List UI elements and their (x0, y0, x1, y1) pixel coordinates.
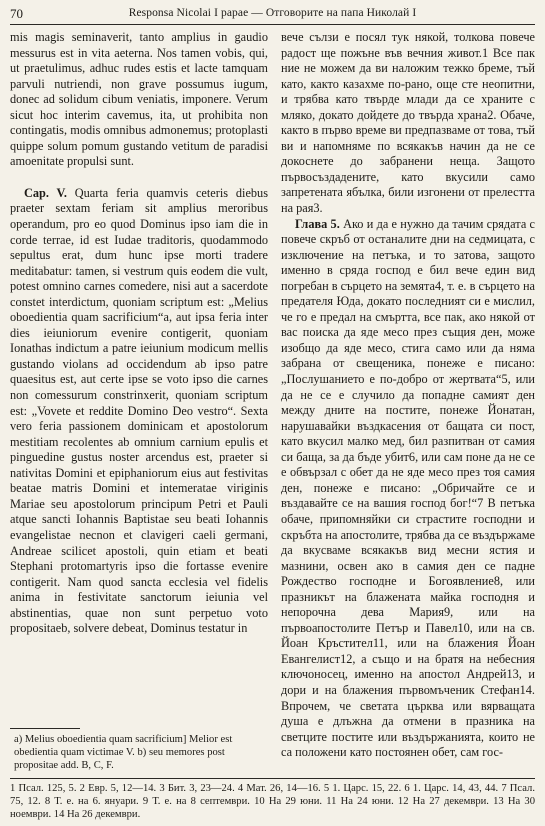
bulgarian-paragraph: вече сълзи е посял тук някой, толкова повече радост ще пожъне във вечния живот.1 Все пак ние не можем да ви наложим тежко бреме, тъй като, както казахме по-рано, още сте неопитни, и трябва като твърде млади да се храните с мляко, докато дойдете до твърда храна2. Обаче, както в първо време ви предпазваме от това, тъй ви и напомняме по всякакъв начин да не се докоснете до забранени неща. Защото първосъздадените, като вкусили само запретената ябълка, били изгонени от прелестта на рая3. (281, 30, 535, 216)
bulgarian-chapter-paragraph (281, 217, 535, 761)
critical-apparatus (14, 734, 268, 772)
bulgarian-column (281, 30, 535, 761)
page-number: 70 (10, 6, 23, 21)
apparatus-note: a) Melius oboedientia quam sacrificium] Melior est obedientia quam victimae V. b) seu memores post propositae add. B, C, F. (14, 734, 233, 771)
apparatus-divider (10, 728, 80, 729)
bulgarian-chapter-text: Ако и да е нужно да тачим срядата с повече скръб от останалите дни на седмицата, с изключение на петъка, и то затова, защото именно в сряда господ е бил вече един вид погребан в сърцето на земята4, т. е. в сърцето на предателя Юда, докато последният си е мислил, че го е предал на смъртта, все пак, ако някой от вас поиска да яде месо през същия ден, може изобщо да яде месо, стига само или да няма забрана от свещеника, понеже е писано: „Послушанието е по-добро от жертвата“5, или да не се е случило да попадне самият ден между дните на постите, понеже Йонатан, нарушавайки въздкасения от бащата си пост, като вкусил малко мед, бил разпитван от самия си баща, за да бъде убит6, или сам поне да не се е обвързал с обет да не яде месо през тоя самия ден, понеже е писано: „Обричайте се и въздавайте се на вашия господ бог!“7 В петъка обаче, припомняйки си страстите господни и скръбта на апостолите, трябва да се въздържаме да вкусваме всякакъв вид месни ястия и мазнини, освен ако в самия ден се падне Рождество господне и Богоявление8, или празникът на блажената майка господня и непорочна дева Мария9, или на първоапостолите Петър и Павел10, или на св. Йоан Кръстител11, или на блажения Йоан Евангелист12, а също и на братя на небесния ключоносец, именно на апостол Андрей13, и дори и на блажения първомъченик Стефан14. Впрочем, че светата църква или вярващата душа е длъжна да отмени в празника на светците постите или въздържанията, които не са положени като постоянен обет, сам гос- (281, 216, 536, 760)
page-header (10, 6, 535, 25)
footnote-text: 1 Псал. 125, 5. 2 Евр. 5, 12—14. 3 Бит. 3, 23—24. 4 Мат. 26, 14—16. 5 1. Царс. 15, 22. 6 1. Царс. 14, 43, 44. 7 Псал. 75, 12. 8 Т. е. на 6. януари. 9 Т. е. на 8 септември. 10 На 29 юни. 11 На 24 юни. 12 На 27 декември. 13 На 30 ноември. 14 На 26 декември. (10, 783, 535, 820)
bulgarian-chapter-label: Глава 5. (295, 216, 340, 231)
latin-paragraph: mis magis seminaverit, tanto amplius in gaudio messurus est in vita aeterna. Nos tamen vobis, qui, ut praetulimus, adhuc rudes estis et lacte tamquam parvuli nutriendi, non grave possumus iugum, donec ad solidum cibum veniatis, imponere. Verum sicut hoc interim cavemus, ita, ut prohibita non contingatis, modis omnibus admonemus; protoplasti quippe solum pomum gustando vetitum de paradisi amoenitate propulsi sunt. (10, 30, 268, 169)
running-title: Responsa Nicolai I papae — Отговорите на папа Николай I (128, 7, 417, 19)
latin-chapter-text: Quarta feria quamvis ceteris diebus praeter sextam feriam sit amplius meroribus operandum, pro eo quod Dominus ipso iam die in corde terrae, id est Iudae traditoris, quodammodo sepultus erat, dum hunc ipse morti tradere meditabatur: tamen, si vestrum quis eodem die vult, potest omnino carnes comedere, nisi aut a sacerdote constet interdictum, quoniam scriptum est: „Melius obοedientia quam sacrificium“a, aut ipsa feria inter dies ieiuniorum evenire contigerit, quoniam Ionathas indictum a patre ieiunium modicum mellis gustando violans ad occidendum ab ipso patre quaesitus est, aut certe ipse se voto ipso die carnes non comessurum constrinxerit, quoniam scriptum est: „Vovete et reddite Domino Deo vestro“. Sexta vero feria passionem dominicam et apostolorum mestitiam recolentes ab omnium carnium epulis et pinguedine gustus noster arcendus est, praeter si nativitas Domini et epiphaniorum eius aut festivitas beatae matris Domini et intemeratae viriginis Mariae seu apostolorum principum Petri et Pauli atque sancti Iohannis Baptistae seu beati Iohannis evangelistae necnon et clavigeri caeli germani, Andreae scilicet apostoli, quin etiam et beati Stephani protomartyris ipso die fortasse evenire contigerit. Nam quod sancta ecclesia vel fidelis anima in festivitate sanctorum ieiunia vel abstinentias, quae non sunt perpetuo voto propositaeb, solvere debeat, Dominus testatur in (10, 185, 268, 636)
footnotes (10, 782, 535, 821)
footnote-divider (10, 778, 535, 779)
latin-chapter-label: Cap. V. (24, 185, 67, 200)
latin-chapter-paragraph (10, 186, 268, 637)
latin-column (10, 30, 268, 637)
